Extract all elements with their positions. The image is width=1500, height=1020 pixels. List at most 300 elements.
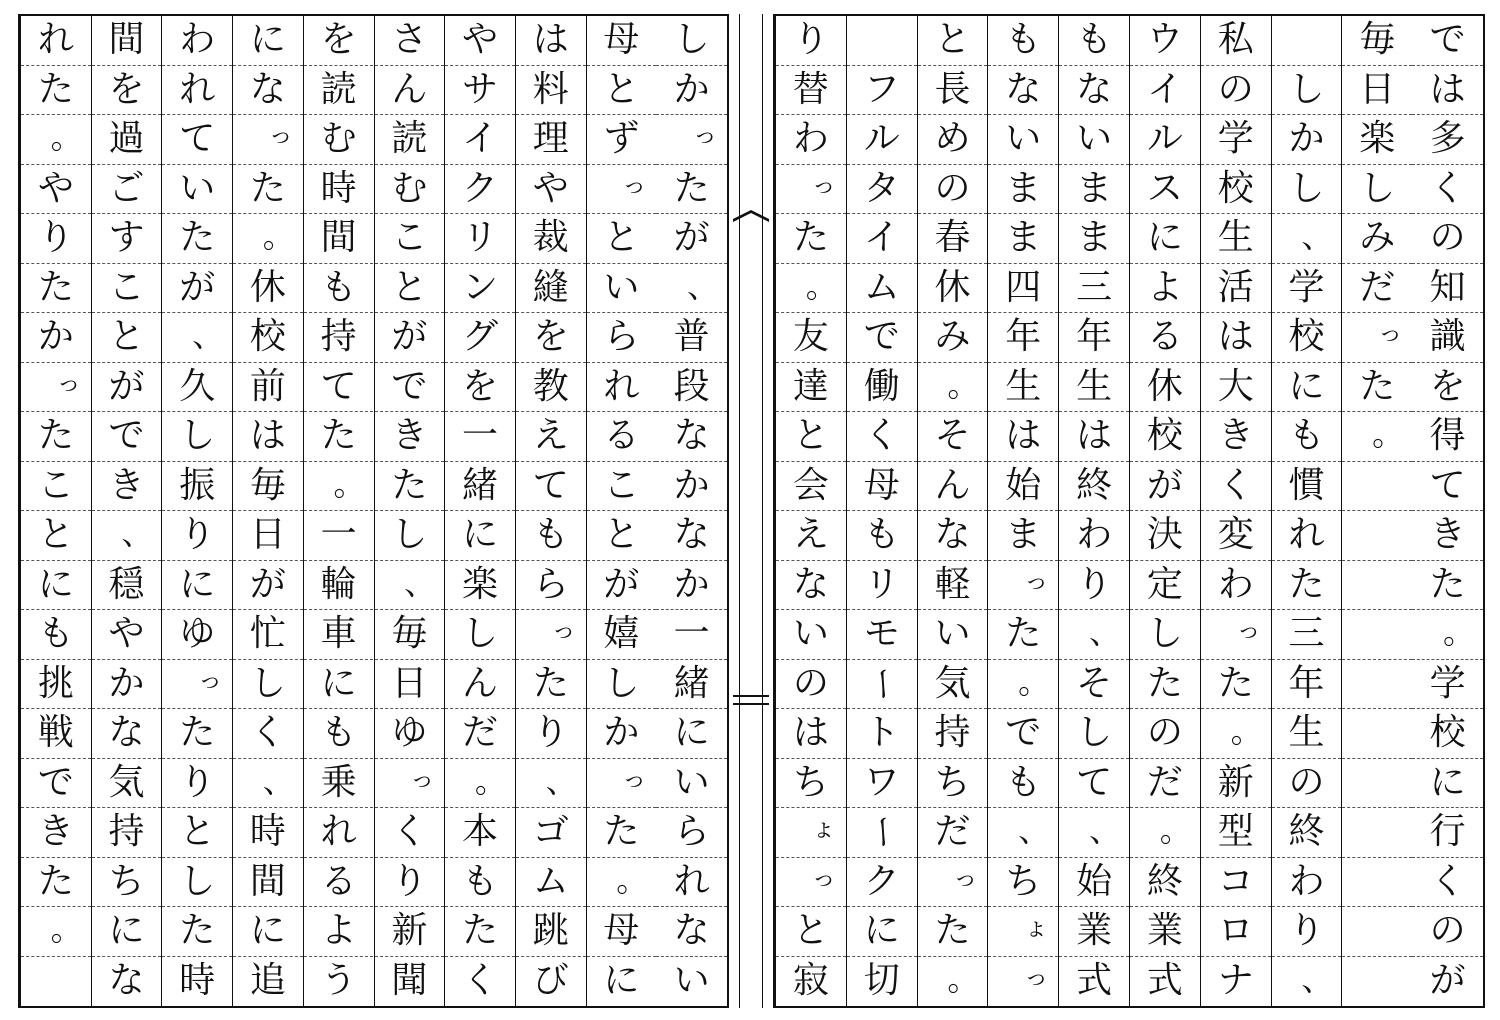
manuscript-cell: な: [918, 511, 988, 561]
manuscript-cell: 。: [233, 214, 303, 264]
manuscript-cell: も: [21, 610, 91, 660]
manuscript-cell: 読: [304, 66, 374, 116]
manuscript-cell: 校: [1272, 313, 1342, 363]
manuscript-cell: コ: [1201, 858, 1271, 908]
manuscript-cell: の: [918, 165, 988, 215]
manuscript-cell: 学: [1201, 115, 1271, 165]
manuscript-cell: ょ: [776, 808, 846, 858]
manuscript-cell: き: [375, 412, 445, 462]
manuscript-cell: 。: [1201, 709, 1271, 759]
manuscript-cell: 、: [162, 313, 232, 363]
manuscript-cell: ら: [587, 313, 657, 363]
manuscript-cell: み: [1342, 214, 1412, 264]
manuscript-cell: 母: [587, 16, 657, 66]
manuscript-cell: た: [988, 610, 1058, 660]
manuscript-cell: わ: [162, 16, 232, 66]
manuscript-cell: 気: [918, 660, 988, 710]
manuscript-cell: 。: [918, 363, 988, 413]
manuscript-cell: き: [1201, 412, 1271, 462]
manuscript-cell: い: [162, 165, 232, 215]
manuscript-column: [1200, 16, 1271, 1006]
manuscript-cell: っ: [233, 115, 303, 165]
manuscript-cell: り: [1059, 561, 1129, 611]
manuscript-column: [775, 16, 846, 1006]
manuscript-cell: は: [1201, 313, 1271, 363]
manuscript-cell: 車: [304, 610, 374, 660]
manuscript-cell: し: [162, 858, 232, 908]
manuscript-cell: 持: [304, 313, 374, 363]
manuscript-cell: 軽: [918, 561, 988, 611]
manuscript-cell: っ: [21, 363, 91, 413]
manuscript-cell: 多: [1412, 115, 1483, 165]
manuscript-cell: 挑: [21, 660, 91, 710]
manuscript-cell: こ: [375, 214, 445, 264]
manuscript-cell: 働: [847, 363, 917, 413]
manuscript-cell: 年: [988, 313, 1058, 363]
manuscript-cell: ま: [988, 511, 1058, 561]
manuscript-cell: 定: [1130, 561, 1200, 611]
manuscript-cell: ん: [375, 66, 445, 116]
manuscript-cell: れ: [587, 363, 657, 413]
right-page: [773, 14, 1485, 1008]
manuscript-column: [1341, 16, 1412, 1006]
manuscript-column: [91, 16, 162, 1006]
manuscript-cell: 知: [1412, 264, 1483, 314]
manuscript-cell: か: [656, 66, 727, 116]
manuscript-cell: う: [320, 960, 357, 1002]
manuscript-cell: 四: [988, 264, 1058, 314]
manuscript-cell: ま: [988, 214, 1058, 264]
manuscript-cell: っ: [656, 115, 727, 165]
manuscript-column: [374, 16, 445, 1006]
manuscript-cell: 。: [445, 759, 515, 809]
manuscript-cell: は: [1059, 412, 1129, 462]
manuscript-cell: ク: [445, 165, 515, 215]
fold-center-mark-icon: [733, 695, 769, 705]
manuscript-cell: す: [92, 214, 162, 264]
manuscript-cell: び: [532, 960, 569, 1002]
manuscript-cell: は: [1412, 66, 1483, 116]
manuscript-cell: ー: [847, 808, 917, 858]
manuscript-cell: 決: [1130, 511, 1200, 561]
manuscript-cell: 本: [445, 808, 515, 858]
manuscript-cell: が: [92, 363, 162, 413]
manuscript-cell: と: [918, 16, 988, 66]
manuscript-cell: 新: [1201, 759, 1271, 809]
manuscript-cell: の: [1412, 214, 1483, 264]
manuscript-cell: 、: [1301, 959, 1334, 998]
manuscript-cell: 大: [1201, 363, 1271, 413]
manuscript-cell: わ: [1201, 561, 1271, 611]
manuscript-cell: サ: [445, 66, 515, 116]
manuscript-cell: 識: [1412, 313, 1483, 363]
manuscript-cell: 式: [1076, 960, 1113, 1002]
manuscript-cell: ウ: [1130, 16, 1200, 66]
manuscript-cell: に: [1272, 363, 1342, 413]
manuscript-cell: 学: [1272, 264, 1342, 314]
manuscript-cell: い: [918, 610, 988, 660]
manuscript-cell: に: [233, 907, 303, 957]
manuscript-cell: 持: [918, 709, 988, 759]
manuscript-cell: の: [1130, 709, 1200, 759]
manuscript-cell: な: [108, 960, 145, 1002]
manuscript-cell: き: [1412, 511, 1483, 561]
manuscript-cell: み: [918, 313, 988, 363]
manuscript-cell: を: [1412, 363, 1483, 413]
manuscript-cell: の: [1412, 907, 1483, 957]
manuscript-cell: 会: [776, 462, 846, 512]
manuscript-cell: が: [1429, 960, 1466, 1002]
manuscript-cell: リ: [847, 561, 917, 611]
manuscript-cell: っ: [1201, 610, 1271, 660]
manuscript-cell: た: [776, 214, 846, 264]
manuscript-cell: か: [587, 709, 657, 759]
manuscript-cell: 休: [1130, 363, 1200, 413]
manuscript-cell: に: [233, 16, 303, 66]
manuscript-cell: 。: [304, 462, 374, 512]
manuscript-cell: く: [1201, 462, 1271, 512]
manuscript-cell: 裁: [516, 214, 586, 264]
manuscript-cell: た: [445, 907, 515, 957]
manuscript-cell: ま: [988, 165, 1058, 215]
manuscript-cell: と: [162, 808, 232, 858]
manuscript-cell: 変: [1201, 511, 1271, 561]
manuscript-cell: グ: [445, 313, 515, 363]
manuscript-cell: ク: [847, 858, 917, 908]
manuscript-cell: 一: [656, 610, 727, 660]
manuscript-cell: 間: [233, 858, 303, 908]
manuscript-cell: っ: [988, 561, 1058, 611]
manuscript-cell: モ: [847, 610, 917, 660]
manuscript-cell: っ: [1024, 962, 1049, 991]
manuscript-cell: た: [304, 412, 374, 462]
left-page: [18, 14, 729, 1008]
manuscript-cell: た: [21, 264, 91, 314]
manuscript-cell: の: [1272, 759, 1342, 809]
manuscript-cell: こ: [92, 264, 162, 314]
manuscript-cell: 前: [233, 363, 303, 413]
manuscript-cell: た: [656, 165, 727, 215]
manuscript-cell: そ: [918, 412, 988, 462]
manuscript-cell: 聞: [391, 960, 428, 1002]
manuscript-cell: ル: [1130, 115, 1200, 165]
manuscript-cell: か: [21, 313, 91, 363]
manuscript-cell: に: [445, 511, 515, 561]
manuscript-cell: 生: [1272, 709, 1342, 759]
manuscript-cell: ワ: [847, 759, 917, 809]
manuscript-cell: い: [776, 610, 846, 660]
manuscript-cell: を: [304, 16, 374, 66]
manuscript-cell: れ: [656, 858, 727, 908]
manuscript-cell: ス: [1130, 165, 1200, 215]
manuscript-cell: る: [304, 858, 374, 908]
manuscript-cell: 母: [847, 462, 917, 512]
manuscript-cell: 。: [1412, 610, 1483, 660]
manuscript-cell: イ: [1130, 66, 1200, 116]
manuscript-cell: [1342, 462, 1412, 512]
manuscript-cell: い: [1059, 115, 1129, 165]
manuscript-cell: に: [162, 561, 232, 611]
manuscript-cell: 楽: [1342, 115, 1412, 165]
manuscript-cell: か: [656, 462, 727, 512]
manuscript-cell: っ: [776, 165, 846, 215]
manuscript-cell: 忙: [233, 610, 303, 660]
manuscript-cell: も: [516, 511, 586, 561]
manuscript-cell: も: [304, 709, 374, 759]
manuscript-cell: 替: [776, 66, 846, 116]
manuscript-cell: 日: [233, 511, 303, 561]
manuscript-cell: 、: [92, 511, 162, 561]
manuscript-cell: が: [1130, 462, 1200, 512]
manuscript-cell: 三: [1059, 264, 1129, 314]
manuscript-cell: も: [1059, 16, 1129, 66]
manuscript-cell: 年: [1272, 660, 1342, 710]
manuscript-cell: り: [516, 709, 586, 759]
manuscript-cell: 、: [516, 759, 586, 809]
manuscript-cell: て: [1059, 759, 1129, 809]
manuscript-column: [1271, 16, 1342, 1006]
manuscript-cell: タ: [847, 165, 917, 215]
manuscript-cell: 休: [233, 264, 303, 314]
manuscript-cell: 日: [1342, 66, 1412, 116]
manuscript-cell: 友: [776, 313, 846, 363]
manuscript-cell: 型: [1201, 808, 1271, 858]
manuscript-cell: 業: [1059, 907, 1129, 957]
manuscript-cell: た: [1412, 561, 1483, 611]
manuscript-cell: 跳: [516, 907, 586, 957]
manuscript-cell: て: [1412, 462, 1483, 512]
manuscript-cell: な: [776, 561, 846, 611]
manuscript-cell: く: [1412, 165, 1483, 215]
manuscript-cell: [1342, 759, 1412, 809]
manuscript-cell: 休: [918, 264, 988, 314]
manuscript-cell: [1342, 957, 1412, 1007]
manuscript-cell: に: [603, 960, 640, 1002]
manuscript-cell: た: [21, 66, 91, 116]
manuscript-cell: 式: [1146, 960, 1183, 1002]
manuscript-cell: だ: [1342, 264, 1412, 314]
manuscript-cell: に: [1130, 214, 1200, 264]
manuscript-column: [161, 16, 232, 1006]
manuscript-cell: [1342, 561, 1412, 611]
manuscript-cell: む: [304, 115, 374, 165]
manuscript-cell: っ: [162, 660, 232, 710]
manuscript-cell: く: [1412, 858, 1483, 908]
manuscript-cell: た: [1342, 363, 1412, 413]
manuscript-cell: 行: [1412, 808, 1483, 858]
manuscript-cell: た: [162, 214, 232, 264]
manuscript-column: [1058, 16, 1129, 1006]
manuscript-cell: し: [233, 660, 303, 710]
manuscript-cell: こ: [21, 462, 91, 512]
manuscript-cell: で: [375, 363, 445, 413]
manuscript-cell: の: [1201, 66, 1271, 116]
manuscript-column: [303, 16, 374, 1006]
manuscript-cell: む: [375, 165, 445, 215]
manuscript-cell: し: [1059, 709, 1129, 759]
manuscript-cell: 切: [863, 960, 900, 1002]
manuscript-cell: に: [1412, 759, 1483, 809]
manuscript-cell: に: [656, 709, 727, 759]
fold-top-mark-icon: [733, 210, 769, 224]
manuscript-cell: は: [988, 412, 1058, 462]
manuscript-cell: た: [233, 165, 303, 215]
manuscript-cell: っ: [776, 858, 846, 908]
manuscript-cell: で: [847, 313, 917, 363]
manuscript-cell: て: [304, 363, 374, 413]
manuscript-cell: 穏: [92, 561, 162, 611]
manuscript-cell: 学: [1412, 660, 1483, 710]
manuscript-cell: 時: [233, 808, 303, 858]
manuscript-cell: は: [233, 412, 303, 462]
manuscript-cell: イ: [847, 214, 917, 264]
manuscript-cell: や: [516, 165, 586, 215]
manuscript-cell: 緒: [445, 462, 515, 512]
manuscript-cell: ょ: [988, 907, 1058, 957]
manuscript-cell: も: [1272, 412, 1342, 462]
manuscript-cell: 久: [162, 363, 232, 413]
manuscript-cell: ム: [847, 264, 917, 314]
manuscript-cell: っ: [1342, 313, 1412, 363]
manuscript-cell: 。: [21, 115, 91, 165]
manuscript-cell: 。: [776, 264, 846, 314]
manuscript-cell: れ: [304, 808, 374, 858]
manuscript-cell: 始: [988, 462, 1058, 512]
manuscript-cell: よ: [304, 907, 374, 957]
manuscript-cell: [847, 16, 917, 66]
manuscript-cell: し: [1272, 66, 1342, 116]
manuscript-cell: 生: [1201, 214, 1271, 264]
manuscript-cell: 校: [1201, 165, 1271, 215]
manuscript-cell: を: [516, 313, 586, 363]
manuscript-cell: て: [162, 115, 232, 165]
manuscript-cell: イ: [445, 115, 515, 165]
manuscript-cell: い: [656, 759, 727, 809]
manuscript-cell: れ: [21, 16, 91, 66]
manuscript-column: [987, 16, 1058, 1006]
manuscript-cell: し: [162, 412, 232, 462]
manuscript-cell: が: [656, 214, 727, 264]
manuscript-cell: き: [21, 808, 91, 858]
manuscript-cell: っ: [587, 165, 657, 215]
manuscript-cell: 楽: [445, 561, 515, 611]
manuscript-cell: 時: [179, 960, 216, 1002]
manuscript-cell: ン: [445, 264, 515, 314]
manuscript-cell: と: [587, 214, 657, 264]
manuscript-cell: 、: [233, 759, 303, 809]
manuscript-cell: り: [162, 511, 232, 561]
manuscript-column: [515, 16, 586, 1006]
manuscript-cell: っ: [516, 610, 586, 660]
manuscript-cell: わ: [1272, 858, 1342, 908]
manuscript-cell: 年: [1059, 313, 1129, 363]
manuscript-cell: ト: [847, 709, 917, 759]
manuscript-cell: 、: [988, 808, 1058, 858]
manuscript-cell: な: [988, 66, 1058, 116]
manuscript-cell: ロ: [1201, 907, 1271, 957]
manuscript-cell: が: [375, 313, 445, 363]
manuscript-cell: 普: [656, 313, 727, 363]
manuscript-cell: 母: [587, 907, 657, 957]
manuscript-cell: 時: [304, 165, 374, 215]
manuscript-cell: ん: [918, 462, 988, 512]
manuscript-cell: し: [1342, 165, 1412, 215]
manuscript-cell: ゴ: [516, 808, 586, 858]
manuscript-cell: を: [445, 363, 515, 413]
manuscript-cell: 毎: [1342, 16, 1412, 66]
manuscript-cell: が: [162, 264, 232, 314]
manuscript-cell: 、: [375, 561, 445, 611]
manuscript-cell: ず: [587, 115, 657, 165]
manuscript-cell: り: [21, 214, 91, 264]
manuscript-cell: 一: [445, 412, 515, 462]
manuscript-cell: そ: [1059, 660, 1129, 710]
manuscript-cell: が: [587, 561, 657, 611]
manuscript-cell: 長: [918, 66, 988, 116]
manuscript-cell: た: [587, 808, 657, 858]
manuscript-cell: 日: [375, 660, 445, 710]
manuscript-cell: 追: [249, 960, 286, 1002]
manuscript-cell: 緒: [656, 660, 727, 710]
manuscript-cell: ち: [776, 759, 846, 809]
manuscript-cell: リ: [445, 214, 515, 264]
manuscript-cell: と: [587, 511, 657, 561]
manuscript-cell: [1342, 660, 1412, 710]
manuscript-cell: 段: [656, 363, 727, 413]
manuscript-cell: や: [21, 165, 91, 215]
manuscript-cell: 校: [1412, 709, 1483, 759]
manuscript-cell: し: [375, 511, 445, 561]
manuscript-column: [444, 16, 515, 1006]
manuscript-cell: と: [21, 511, 91, 561]
manuscript-cell: な: [656, 907, 727, 957]
manuscript-cell: え: [516, 412, 586, 462]
manuscript-cell: た: [375, 462, 445, 512]
manuscript-cell: 乗: [304, 759, 374, 809]
manuscript-cell: っ: [918, 858, 988, 908]
manuscript-cell: の: [776, 660, 846, 710]
manuscript-cell: を: [92, 66, 162, 116]
manuscript-cell: め: [918, 115, 988, 165]
manuscript-cell: [1342, 610, 1412, 660]
manuscript-cell: 業: [1130, 907, 1200, 957]
manuscript-cell: 教: [516, 363, 586, 413]
manuscript-cell: に: [21, 561, 91, 611]
manuscript-cell: ち: [92, 858, 162, 908]
manuscript-cell: 、: [656, 264, 727, 314]
manuscript-cell: 料: [516, 66, 586, 116]
manuscript-cell: [1342, 808, 1412, 858]
manuscript-column: [846, 16, 917, 1006]
manuscript-cell: ゆ: [375, 709, 445, 759]
manuscript-cell: 、: [1272, 214, 1342, 264]
manuscript-cell: 理: [516, 115, 586, 165]
manuscript-cell: ち: [988, 858, 1058, 908]
manuscript-cell: 。: [947, 959, 980, 998]
manuscript-cell: 終: [1272, 808, 1342, 858]
manuscript-cell: れ: [162, 66, 232, 116]
center-fold: [727, 14, 775, 1008]
manuscript-cell: わ: [1059, 511, 1129, 561]
manuscript-cell: [1342, 907, 1412, 957]
manuscript-cell: 。: [587, 858, 657, 908]
manuscript-cell: 気: [92, 759, 162, 809]
manuscript-cell: く: [462, 960, 499, 1002]
manuscript-cell: だ: [445, 709, 515, 759]
manuscript-cell: く: [375, 808, 445, 858]
manuscript-cell: た: [21, 858, 91, 908]
manuscript-cell: な: [233, 66, 303, 116]
